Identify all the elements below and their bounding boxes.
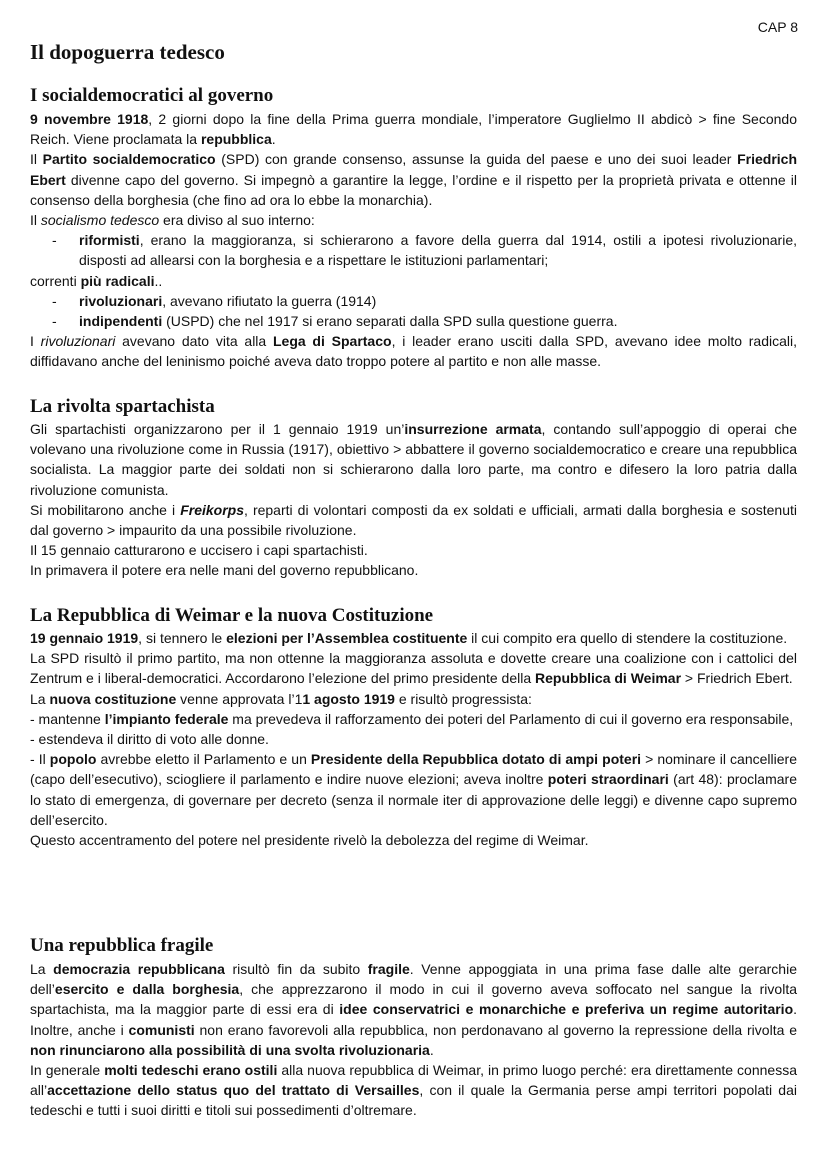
paragraph xyxy=(30,419,797,500)
dash-bullet-icon: - xyxy=(52,232,57,249)
text-run: In primavera il potere era nelle mani del governo repubblicano. xyxy=(30,562,419,579)
bold-text: democrazia repubblicana xyxy=(53,961,225,977)
text-run: il cui compito era quello di stendere la costituzione. xyxy=(467,630,788,646)
section-body-socialdemocratici xyxy=(30,109,797,372)
text-run: alla nuova repubblica di Weimar, in primo luogo perché: era direttamente connessa all’ xyxy=(30,1062,797,1099)
bold-text: non rinunciarono alla possibilità di una svolta rivoluzionaria xyxy=(30,1041,430,1058)
bold-text: repubblica xyxy=(200,131,272,148)
section-title-socialdemocratici: I socialdemocratici al governo xyxy=(30,85,274,106)
section-body-weimar xyxy=(30,628,797,850)
text-run: divenne capo del governo. Si impegnò a garantire la legge, l’ordine e il rispetto per la proprietà privata e ottenne il consenso della borghesia (che fino ad ora lo ebbe la monarchia). xyxy=(30,171,797,208)
bold-text: rivoluzionari xyxy=(79,292,163,309)
paragraph xyxy=(30,689,797,709)
text-run: Il 15 gennaio catturarono e uccisero i capi spartachisti. xyxy=(30,542,368,559)
text-run: , erano la maggioranza, si schierarono a favore della guerra dal 1914, ostili a ipotesi rivoluzionarie, disposti ad allearsi con la borghesia e a rispettare le istituzioni parlamentari; xyxy=(79,232,797,269)
text-run: - estendeva il diritto di voto alle donne. xyxy=(30,731,269,748)
bold-text: Lega di Spartaco xyxy=(272,333,392,350)
list-item xyxy=(30,311,797,331)
text-run: Si mobilitarono anche i xyxy=(30,501,181,518)
paragraph xyxy=(30,749,797,830)
text-run: - Il xyxy=(30,751,50,768)
text-run: , che apprezzarono il modo in cui il governo aveva soffocato nel sangue la rivolta spartachista, ma la maggior parte di essi era di xyxy=(30,981,797,1018)
bold-text: Freikorps xyxy=(180,501,244,518)
bold-text: Partito socialdemocratico xyxy=(42,151,216,168)
bold-text: riformisti xyxy=(79,232,140,249)
paragraph xyxy=(30,830,797,850)
text-run: (USPD) che nel 1917 si erano separati dalla SPD sulla questione guerra. xyxy=(162,313,618,330)
list-radicali xyxy=(30,291,797,331)
bold-text: più radicali xyxy=(80,272,155,289)
paragraph xyxy=(30,540,797,560)
paragraph xyxy=(30,709,797,729)
paragraph xyxy=(30,648,797,688)
bold-text: idee conservatrici e monarchiche e preferiva un regime autoritario xyxy=(339,1001,794,1018)
text-run: e risultò progressista: xyxy=(394,690,532,707)
text-run: . Inoltre, anche i xyxy=(30,1001,798,1038)
bold-text: esercito e dalla borghesia xyxy=(54,981,240,998)
text-run: Il xyxy=(30,151,43,168)
text-run: > Friedrich Ebert. xyxy=(681,670,793,687)
bold-text: 19 gennaio 1919 xyxy=(30,630,139,646)
bold-text: 9 novembre 1918 xyxy=(30,111,149,127)
text-run: La xyxy=(30,690,50,707)
section-body-fragile xyxy=(30,959,797,1121)
list-riformisti xyxy=(30,230,797,270)
text-run: Questo accentramento del potere nel presidente rivelò la debolezza del regime di Weimar. xyxy=(30,832,589,849)
dash-bullet-icon: - xyxy=(52,313,57,330)
paragraph xyxy=(30,210,797,230)
text-run: ma prevedeva il rafforzamento dei poteri del Parlamento di cui il governo era responsabile, xyxy=(228,710,794,727)
text-run: , contando sull’appoggio di operai che volevano una rivoluzione come in Russia (1917), obiettivo > abbattere il governo socialdemocratico e creare una repubblica socialista. La maggior parte dei soldati non si schierarono dalla loro parte, ma contro e difesero la loro patria dalla rivoluzione comunista. xyxy=(30,421,797,498)
text-run: venne approvata l’1 xyxy=(176,690,303,707)
bold-text: fragile xyxy=(367,961,410,977)
text-run: , 2 giorni dopo la fine della Prima guerra mondiale, l’imperatore Guglielmo II abdicò > fine Secondo Reich. Viene proclamata la xyxy=(30,111,797,148)
bold-text: insurrezione armata xyxy=(404,421,542,437)
text-run: La xyxy=(30,961,54,977)
bold-text: popolo xyxy=(49,751,97,768)
bold-text: comunisti xyxy=(128,1021,195,1038)
text-run: . xyxy=(271,131,276,148)
text-run: . xyxy=(429,1041,434,1058)
section-title-weimar: La Repubblica di Weimar e la nuova Costituzione xyxy=(30,605,434,626)
list-item xyxy=(30,291,797,311)
bold-text: 1 agosto 1919 xyxy=(302,690,395,707)
text-run: , i leader erano usciti dalla SPD, avevano idee molto radicali, diffidavano anche del leninismo poiché aveva dato troppo potere al partito e non alle masse. xyxy=(30,333,798,370)
paragraph xyxy=(30,628,797,648)
text-run: non erano favorevoli alla repubblica, non perdonavano al governo la repressione della rivolta e xyxy=(194,1021,797,1038)
bold-text: indipendenti xyxy=(79,313,163,330)
text-run: (SPD) con grande consenso, assunse la guida del paese e uno dei suoi leader xyxy=(215,151,738,168)
page-title: Il dopoguerra tedesco xyxy=(30,40,225,64)
text-run: , si tennero le xyxy=(138,630,227,646)
text-run: , reparti di volontari composti da ex soldati e ufficiali, armati dalla borghesia e sostenuti dal governo > impaurito da una possibile rivoluzione. xyxy=(30,501,797,539)
text-run: , con il quale la Germania perse ampi territori popolati dai tedeschi e tutti i suoi diritti e titoli sui possedimenti d’oltremare. xyxy=(30,1082,797,1119)
text-run: .. xyxy=(154,272,163,289)
text-run: I xyxy=(30,333,41,350)
bold-text: l’impianto federale xyxy=(104,710,229,727)
text-run: La SPD risultò il primo partito, ma non ottenne la maggioranza assoluta e dovette creare una coalizione con i cattolici del Zentrum e i liberal-democratici. Accordarono l’elezione del primo presidente della xyxy=(30,650,797,687)
dash-bullet-icon: - xyxy=(52,292,57,309)
text-run: - mantenne xyxy=(30,710,105,727)
section-body-rivolta xyxy=(30,419,797,581)
list-item xyxy=(30,230,797,270)
paragraph xyxy=(30,959,797,1060)
bold-text: molti tedeschi erano ostili xyxy=(104,1062,278,1079)
chapter-label: CAP 8 xyxy=(757,19,798,35)
bold-text: Presidente della Repubblica dotato di ampi poteri xyxy=(310,751,642,768)
text-run: > nominare il cancelliere (capo dell’esecutivo), sciogliere il parlamento e indire nuove elezioni; aveva inoltre xyxy=(30,751,797,788)
paragraph xyxy=(30,560,797,580)
bold-text: accettazione dello status quo del trattato di Versailles xyxy=(47,1082,420,1099)
text-run: . Venne appoggiata in una prima fase dalle alte gerarchie dell’ xyxy=(30,961,797,998)
text-run: avrebbe eletto il Parlamento e un xyxy=(96,751,311,768)
paragraph xyxy=(30,729,797,749)
text-run: (art 48): proclamare lo stato di emergenza, di governare per decreto (senza il normale iter di approvazione delle leggi) e divenne capo supremo dell’esercito. xyxy=(30,771,797,828)
bold-text: nuova costituzione xyxy=(49,690,177,707)
text-run: In generale xyxy=(30,1062,105,1079)
paragraph xyxy=(30,331,797,371)
text-run: era diviso al suo interno: xyxy=(159,212,315,229)
paragraph xyxy=(30,149,797,210)
bold-text: poteri straordinari xyxy=(547,771,669,788)
section-title-fragile: Una repubblica fragile xyxy=(30,935,214,956)
text-run: avevano dato vita alla xyxy=(115,333,273,350)
bold-text: elezioni per l’Assemblea costituente xyxy=(226,630,468,646)
bold-text: Repubblica di Weimar xyxy=(535,670,682,687)
text-run: correnti xyxy=(30,272,81,289)
paragraph xyxy=(30,1060,797,1121)
paragraph xyxy=(30,271,797,291)
text-run: Gli spartachisti organizzarono per il 1 gennaio 1919 un’ xyxy=(30,421,405,437)
text-run: risultò fin da subito xyxy=(224,961,368,977)
section-title-rivolta: La rivolta spartachista xyxy=(30,396,215,417)
text-run: , avevano rifiutato la guerra (1914) xyxy=(162,292,377,309)
paragraph xyxy=(30,500,797,540)
text-run: Il xyxy=(30,212,41,229)
italic-text: rivoluzionari xyxy=(40,333,116,350)
paragraph xyxy=(30,109,797,149)
italic-text: socialismo tedesco xyxy=(40,212,160,229)
bold-text: Friedrich Ebert xyxy=(30,151,797,188)
